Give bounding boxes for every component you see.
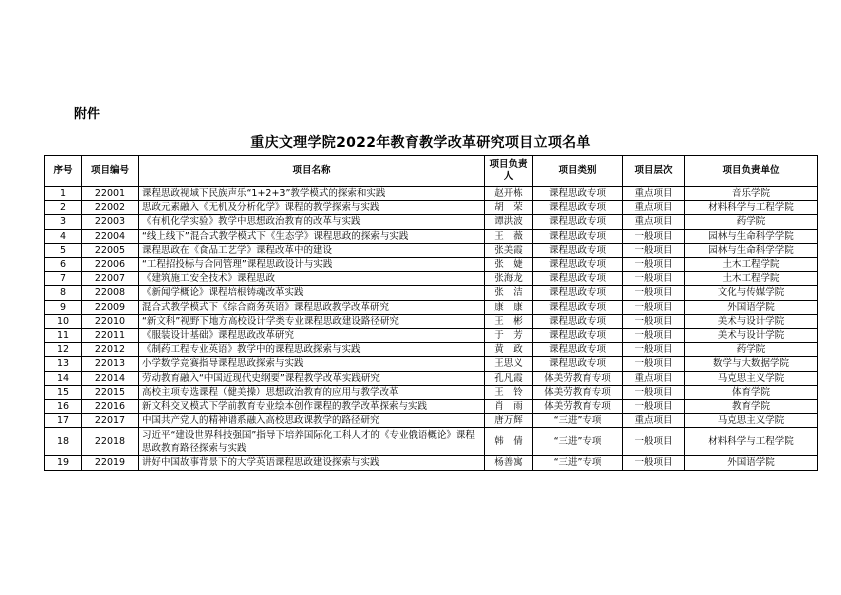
- cell-level: 一般项目: [623, 258, 685, 272]
- cell-category: 课程思政专项: [533, 272, 623, 286]
- cell-lead: 王 铃: [485, 385, 533, 399]
- cell-lead: 张 婕: [485, 258, 533, 272]
- cell-category: 课程思政专项: [533, 300, 623, 314]
- cell-level: 一般项目: [623, 300, 685, 314]
- cell-unit: 体育学院: [685, 385, 818, 399]
- table-row: [45, 243, 818, 257]
- cell-name: 小学数学竞赛指导课程思政探索与实践: [139, 357, 485, 371]
- cell-lead: 赵开栋: [485, 187, 533, 201]
- cell-unit: 园林与生命科学学院: [685, 229, 818, 243]
- cell-level: 一般项目: [623, 329, 685, 343]
- cell-code: 22008: [82, 286, 139, 300]
- cell-level: 一般项目: [623, 243, 685, 257]
- cell-lead: 张海龙: [485, 272, 533, 286]
- cell-category: 体美劳教育专项: [533, 371, 623, 385]
- cell-name: “工程招投标与合同管理”课程思政设计与实践: [139, 258, 485, 272]
- cell-unit: 马克思主义学院: [685, 371, 818, 385]
- header-category: 项目类别: [533, 156, 623, 187]
- cell-category: “三进”专项: [533, 456, 623, 470]
- cell-unit: 药学院: [685, 343, 818, 357]
- table-row: [45, 371, 818, 385]
- cell-level: 重点项目: [623, 215, 685, 229]
- cell-unit: 马克思主义学院: [685, 414, 818, 428]
- cell-category: “三进”专项: [533, 414, 623, 428]
- table-row: [45, 187, 818, 201]
- cell-category: 课程思政专项: [533, 187, 623, 201]
- cell-code: 22017: [82, 414, 139, 428]
- cell-category: 课程思政专项: [533, 343, 623, 357]
- project-table: [44, 155, 818, 471]
- table-header-row: [45, 156, 818, 187]
- cell-code: 22007: [82, 272, 139, 286]
- cell-name: 《有机化学实验》教学中思想政治教育的改革与实践: [139, 215, 485, 229]
- cell-seq: 2: [45, 201, 82, 215]
- table-row: [45, 385, 818, 399]
- table-row: [45, 229, 818, 243]
- header-level: 项目层次: [623, 156, 685, 187]
- cell-name: “线上线下”混合式教学模式下《生态学》课程思政的探索与实践: [139, 229, 485, 243]
- table-row: [45, 357, 818, 371]
- cell-lead: 王 薇: [485, 229, 533, 243]
- cell-unit: 外国语学院: [685, 300, 818, 314]
- cell-seq: 10: [45, 314, 82, 328]
- cell-lead: 杨善寓: [485, 456, 533, 470]
- cell-code: 22019: [82, 456, 139, 470]
- cell-level: 重点项目: [623, 187, 685, 201]
- cell-code: 22001: [82, 187, 139, 201]
- cell-seq: 12: [45, 343, 82, 357]
- cell-seq: 9: [45, 300, 82, 314]
- cell-lead: 张美霞: [485, 243, 533, 257]
- cell-lead: 黄 政: [485, 343, 533, 357]
- cell-name: 课程思政在《食品工艺学》课程改革中的建设: [139, 243, 485, 257]
- cell-category: 课程思政专项: [533, 329, 623, 343]
- cell-seq: 19: [45, 456, 82, 470]
- cell-unit: 药学院: [685, 215, 818, 229]
- cell-name: 《建筑施工安全技术》课程思政: [139, 272, 485, 286]
- cell-code: 22011: [82, 329, 139, 343]
- table-row: [45, 215, 818, 229]
- table-row: [45, 428, 818, 456]
- table-row: [45, 258, 818, 272]
- cell-lead: 肖 雨: [485, 400, 533, 414]
- cell-name: 《制药工程专业英语》教学中的课程思政探索与实践: [139, 343, 485, 357]
- cell-category: “三进”专项: [533, 428, 623, 456]
- cell-code: 22015: [82, 385, 139, 399]
- header-name: 项目名称: [139, 156, 485, 187]
- cell-seq: 7: [45, 272, 82, 286]
- cell-unit: 美术与设计学院: [685, 329, 818, 343]
- cell-level: 一般项目: [623, 272, 685, 286]
- cell-name: 讲好中国故事背景下的大学英语课程思政建设探索与实践: [139, 456, 485, 470]
- cell-name: 高校主项专选课程（健美操）思想政治教育的应用与教学改革: [139, 385, 485, 399]
- table-body: [45, 187, 818, 471]
- cell-lead: 孔凡霞: [485, 371, 533, 385]
- header-code: 项目编号: [82, 156, 139, 187]
- cell-unit: 美术与设计学院: [685, 314, 818, 328]
- cell-unit: 园林与生命科学学院: [685, 243, 818, 257]
- cell-name: 混合式教学模式下《综合商务英语》课程思政教学改革研究: [139, 300, 485, 314]
- cell-code: 22003: [82, 215, 139, 229]
- table-row: [45, 314, 818, 328]
- table-row: [45, 272, 818, 286]
- cell-name: 《服装设计基础》课程思政改革研究: [139, 329, 485, 343]
- cell-category: 课程思政专项: [533, 258, 623, 272]
- cell-name: 《新闻学概论》课程培根铸魂改革实践: [139, 286, 485, 300]
- cell-unit: 文化与传媒学院: [685, 286, 818, 300]
- cell-seq: 6: [45, 258, 82, 272]
- table-row: [45, 300, 818, 314]
- cell-lead: 王思义: [485, 357, 533, 371]
- cell-category: 体美劳教育专项: [533, 385, 623, 399]
- cell-level: 一般项目: [623, 343, 685, 357]
- cell-code: 22004: [82, 229, 139, 243]
- cell-seq: 8: [45, 286, 82, 300]
- cell-level: 重点项目: [623, 201, 685, 215]
- document-title: 重庆文理学院2022年教育教学改革研究项目立项名单: [250, 135, 591, 151]
- table-row: [45, 456, 818, 470]
- cell-name: 劳动教育融入“中国近现代史纲要”课程教学改革实践研究: [139, 371, 485, 385]
- cell-code: 22009: [82, 300, 139, 314]
- cell-seq: 14: [45, 371, 82, 385]
- header-lead: 项目负责人: [485, 156, 533, 187]
- cell-code: 22005: [82, 243, 139, 257]
- header-unit: 项目负责单位: [685, 156, 818, 187]
- cell-unit: 音乐学院: [685, 187, 818, 201]
- cell-level: 一般项目: [623, 456, 685, 470]
- cell-level: 一般项目: [623, 428, 685, 456]
- cell-unit: 外国语学院: [685, 456, 818, 470]
- table-row: [45, 201, 818, 215]
- cell-category: 体美劳教育专项: [533, 400, 623, 414]
- cell-code: 22010: [82, 314, 139, 328]
- cell-unit: 材料科学与工程学院: [685, 201, 818, 215]
- cell-code: 22002: [82, 201, 139, 215]
- cell-name: 思政元素融入《无机及分析化学》课程的教学探索与实践: [139, 201, 485, 215]
- cell-seq: 18: [45, 428, 82, 456]
- cell-category: 课程思政专项: [533, 201, 623, 215]
- cell-unit: 土木工程学院: [685, 272, 818, 286]
- table-row: [45, 286, 818, 300]
- cell-unit: 数学与大数据学院: [685, 357, 818, 371]
- cell-unit: 材料科学与工程学院: [685, 428, 818, 456]
- cell-name: 习近平“建设世界科技强国”指导下培养国际化工科人才的《专业俄语概论》课程思政教育路径探索与实践: [139, 428, 485, 456]
- cell-category: 课程思政专项: [533, 229, 623, 243]
- cell-lead: 康 康: [485, 300, 533, 314]
- cell-seq: 16: [45, 400, 82, 414]
- cell-code: 22016: [82, 400, 139, 414]
- cell-seq: 11: [45, 329, 82, 343]
- cell-seq: 15: [45, 385, 82, 399]
- cell-category: 课程思政专项: [533, 286, 623, 300]
- cell-category: 课程思政专项: [533, 314, 623, 328]
- cell-lead: 于 芳: [485, 329, 533, 343]
- cell-level: 一般项目: [623, 286, 685, 300]
- cell-category: 课程思政专项: [533, 215, 623, 229]
- cell-level: 一般项目: [623, 357, 685, 371]
- cell-code: 22006: [82, 258, 139, 272]
- cell-name: 中国共产党人的精神谱系融入高校思政课教学的路径研究: [139, 414, 485, 428]
- attachment-label: 附件: [74, 107, 101, 122]
- cell-name: 新文科交叉模式下学前教育专业绘本创作课程的教学改革探索与实践: [139, 400, 485, 414]
- cell-level: 重点项目: [623, 371, 685, 385]
- cell-seq: 3: [45, 215, 82, 229]
- table-row: [45, 329, 818, 343]
- cell-lead: 韩 倩: [485, 428, 533, 456]
- cell-name: “新文科”视野下地方高校设计学类专业课程思政建设路径研究: [139, 314, 485, 328]
- cell-lead: 唐万辉: [485, 414, 533, 428]
- cell-seq: 1: [45, 187, 82, 201]
- table-row: [45, 414, 818, 428]
- cell-lead: 王 彬: [485, 314, 533, 328]
- cell-level: 重点项目: [623, 414, 685, 428]
- cell-unit: 教育学院: [685, 400, 818, 414]
- table-row: [45, 343, 818, 357]
- cell-lead: 胡 荣: [485, 201, 533, 215]
- cell-lead: 谭洪波: [485, 215, 533, 229]
- cell-seq: 5: [45, 243, 82, 257]
- header-seq: 序号: [45, 156, 82, 187]
- cell-level: 一般项目: [623, 314, 685, 328]
- cell-name: 课程思政视域下民族声乐“1+2+3”教学模式的探索和实践: [139, 187, 485, 201]
- cell-code: 22014: [82, 371, 139, 385]
- cell-seq: 17: [45, 414, 82, 428]
- cell-level: 一般项目: [623, 400, 685, 414]
- cell-lead: 张 洁: [485, 286, 533, 300]
- cell-level: 一般项目: [623, 229, 685, 243]
- cell-seq: 13: [45, 357, 82, 371]
- table-row: [45, 400, 818, 414]
- cell-code: 22018: [82, 428, 139, 456]
- cell-category: 课程思政专项: [533, 357, 623, 371]
- cell-unit: 土木工程学院: [685, 258, 818, 272]
- cell-level: 一般项目: [623, 385, 685, 399]
- cell-seq: 4: [45, 229, 82, 243]
- cell-code: 22013: [82, 357, 139, 371]
- cell-code: 22012: [82, 343, 139, 357]
- cell-category: 课程思政专项: [533, 243, 623, 257]
